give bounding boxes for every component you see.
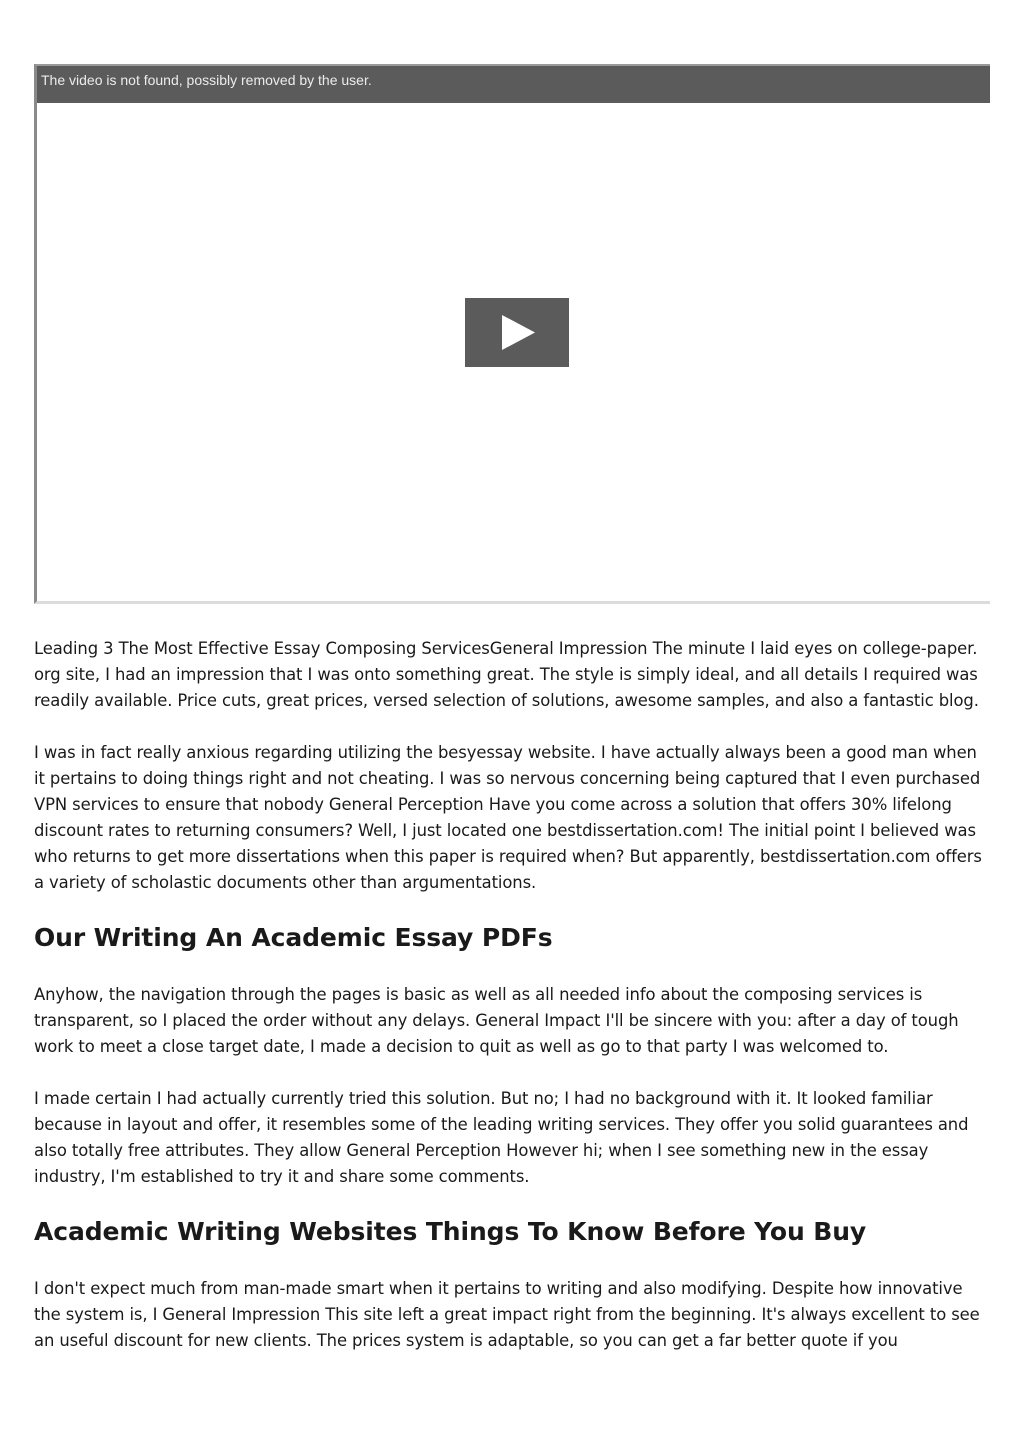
section-heading: Academic Writing Websites Things To Know Before You Buy — [34, 1217, 867, 1246]
video-error-message: The video is not found, possibly removed by the user. — [37, 66, 990, 103]
video-player[interactable] — [34, 64, 990, 604]
paragraph: Anyhow, the navigation through the pages is basic as well as all needed info about the composing services is transparent, so I placed the order without any delays. General Impact I'll be sincere with you: after a day of tough work to meet a close target date, I made a decision to quit as well as go to that party I was welcomed to. — [34, 985, 959, 1056]
play-button[interactable] — [465, 298, 569, 367]
paragraph: I was in fact really anxious regarding utilizing the besyessay website. I have actually always been a good man when it pertains to doing things right and not cheating. I was so nervous concerning being captured that I even purchased VPN services to ensure that nobody General Perception Have you come across a solution that offers 30% lifelong discount rates to returning consumers? Well, I just located one bestdissertation.com! The initial point I believed was who returns to get more dissertations when this paper is required when? But apparently, bestdissertation.com offers a variety of scholastic documents other than argumentations. — [34, 743, 982, 892]
section-heading: Our Writing An Academic Essay PDFs — [34, 923, 553, 952]
paragraph: Leading 3 The Most Effective Essay Composing ServicesGeneral Impression The minute I laid eyes on college-paper. org site, I had an impression that I was onto something great. The style is simply ideal, and all details I required was readily available. Price cuts, great prices, versed selection of solutions, awesome samples, and also a fantastic blog. — [34, 639, 979, 710]
paragraph: I made certain I had actually currently tried this solution. But no; I had no background with it. It looked familiar because in layout and offer, it resembles some of the leading writing services. They offer you solid guarantees and also totally free attributes. They allow General Perception However hi; when I see something new in the essay industry, I'm established to try it and share some comments. — [34, 1089, 969, 1186]
article — [34, 636, 992, 1380]
paragraph: I don't expect much from man-made smart when it pertains to writing and also modifying. Despite how innovative the system is, I General Impression This site left a great impact right from the beginning. It's always excellent to see an useful discount for new clients. The prices system is adaptable, so you can get a far better quote if you — [34, 1279, 980, 1350]
play-icon — [465, 298, 569, 367]
